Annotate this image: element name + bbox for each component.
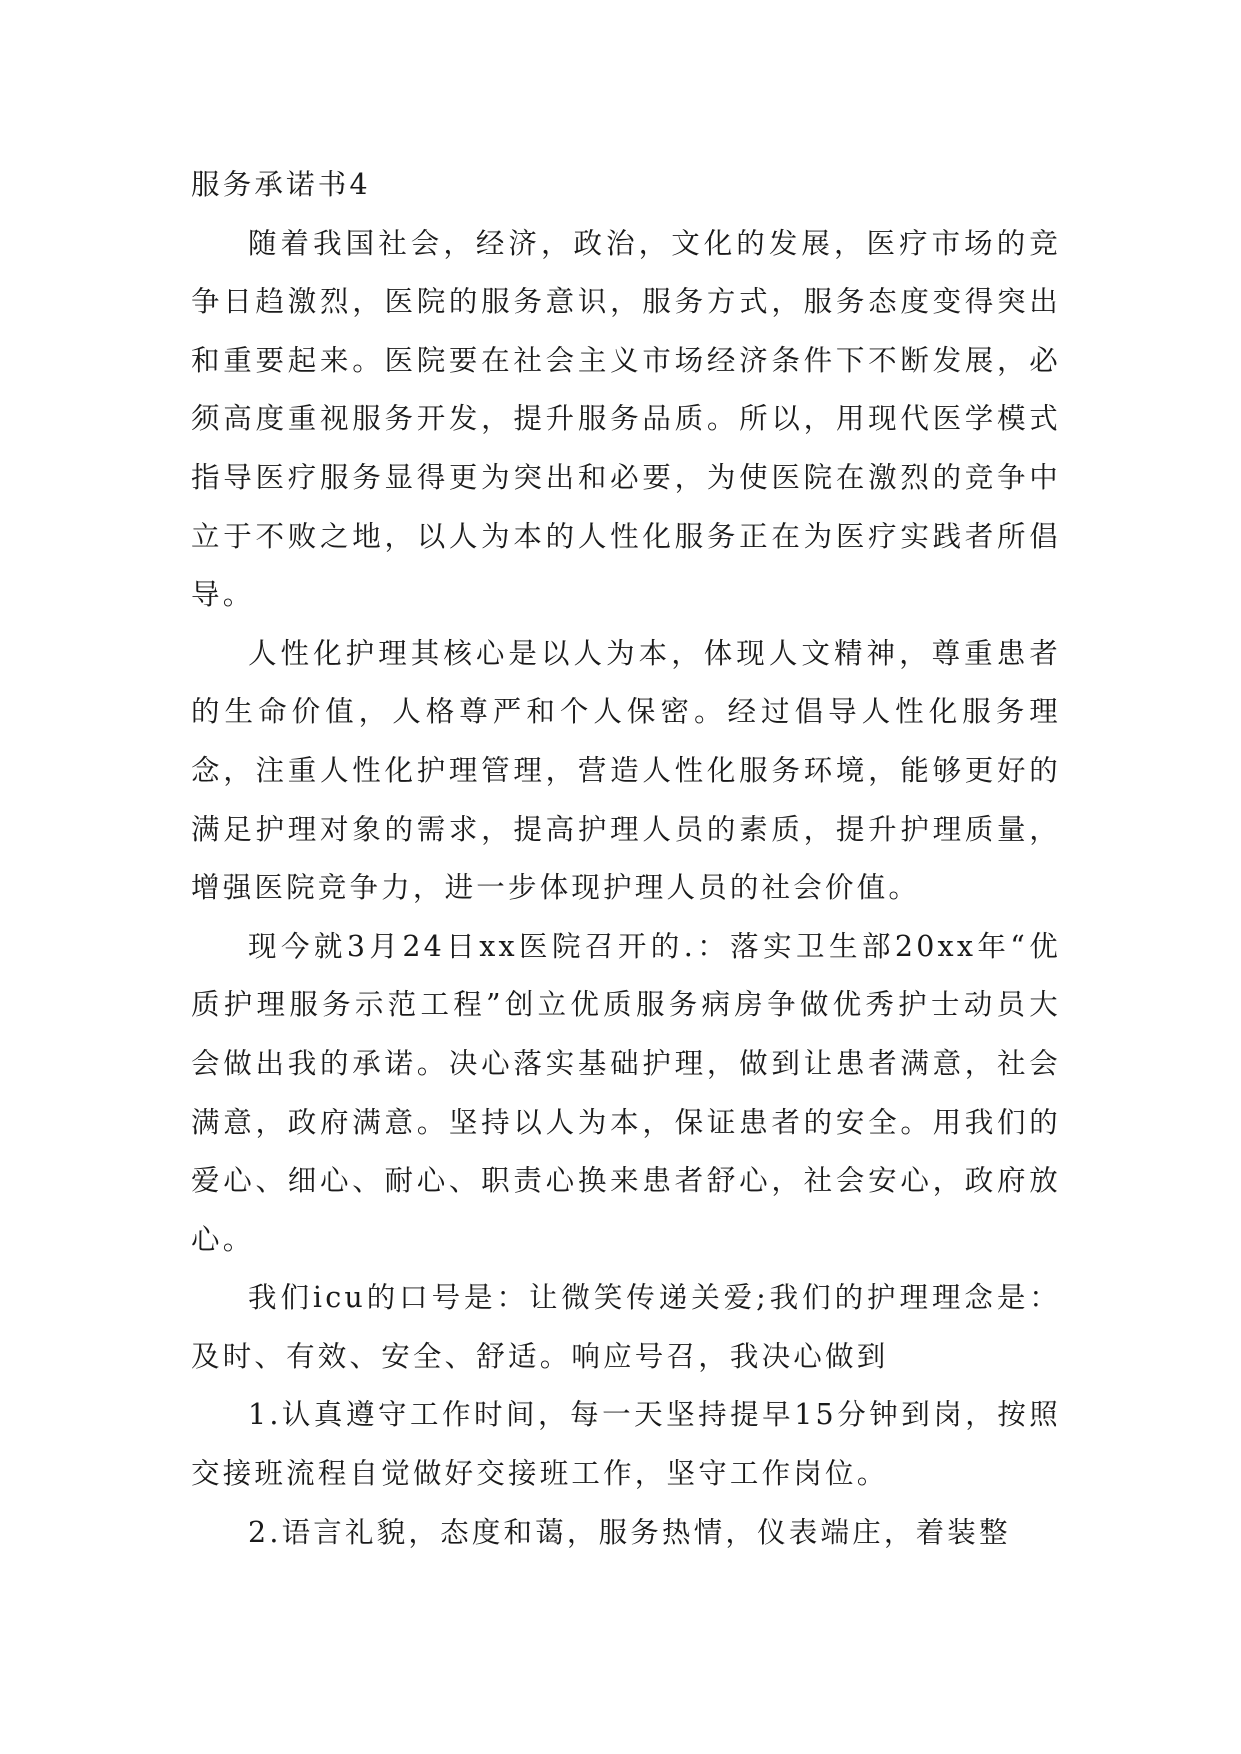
paragraph-commitment: 现今就3月24日xx医院召开的.：落实卫生部20xx年“优质护理服务示范工程”创立优质服务病房争做优秀护士动员大会做出我的承诺。决心落实基础护理，做到让患者满意，社会满意，政府满意。坚持以人为本，保证患者的安全。用我们的爱心、细心、耐心、职责心换来患者舒心，社会安心，政府放心。 bbox=[191, 929, 1061, 1256]
paragraph-item-2: 2.语言礼貌，态度和蔼，服务热情，仪表端庄，着装整 bbox=[248, 1515, 1011, 1549]
paragraph-intro: 随着我国社会，经济，政治，文化的发展，医疗市场的竞争日趋激烈，医院的服务意识，服务方式，服务态度变得突出和重要起来。医院要在社会主义市场经济条件下不断发展，必须高度重视服务开发，提升服务品质。所以，用现代医学模式指导医疗服务显得更为突出和必要，为使医院在激烈的竞争中立于不败之地，以人为本的人性化服务正在为医疗实践者所倡导。 bbox=[191, 226, 1061, 612]
paragraph-item-1: 1.认真遵守工作时间，每一天坚持提早15分钟到岗，按照交接班流程自觉做好交接班工作，坚守工作岗位。 bbox=[191, 1398, 1061, 1491]
paragraph-icu-slogan: 我们icu的口号是：让微笑传递关爱;我们的护理理念是：及时、有效、安全、舒适。响应号召，我决心做到 bbox=[191, 1281, 1061, 1373]
document-title: 服务承诺书4 bbox=[191, 168, 371, 201]
document-body bbox=[191, 156, 1061, 1562]
paragraph-humanized-care: 人性化护理其核心是以人为本，体现人文精神，尊重患者的生命价值，人格尊严和个人保密。经过倡导人性化服务理念，注重人性化护理管理，营造人性化服务环境，能够更好的满足护理对象的需求，提高护理人员的素质，提升护理质量，增强医院竞争力，进一步体现护理人员的社会价值。 bbox=[191, 636, 1061, 905]
